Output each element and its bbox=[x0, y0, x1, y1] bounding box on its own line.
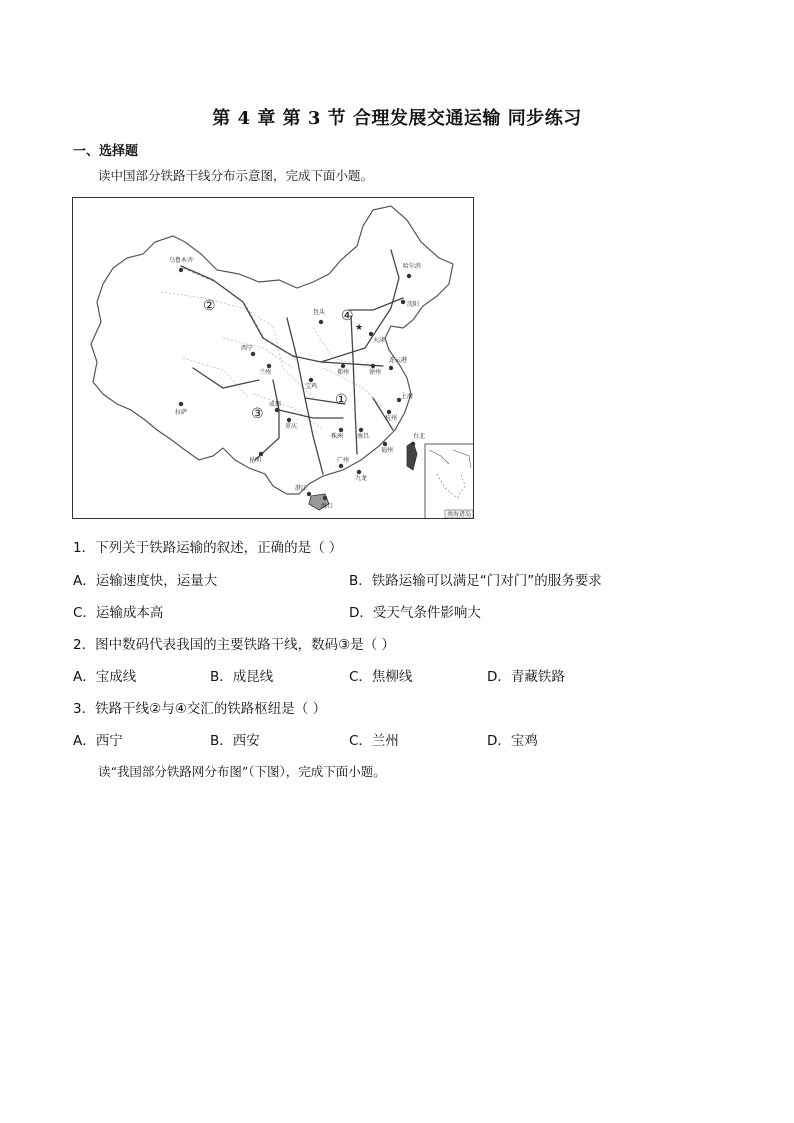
china-railway-map-svg bbox=[73, 198, 474, 519]
capital-star-icon: ★ bbox=[355, 323, 364, 333]
china-outline bbox=[91, 206, 453, 494]
question-2-option-c: C．焦柳线 bbox=[349, 669, 413, 685]
city-label: 沈阳 bbox=[407, 301, 420, 308]
city-label: 上海 bbox=[401, 393, 414, 400]
city-label: 株洲 bbox=[331, 433, 344, 440]
intro-text-1: 读中国部分铁路干线分布示意图，完成下面小题。 bbox=[98, 168, 374, 183]
city-label: 昆明 bbox=[249, 457, 262, 464]
railway-map bbox=[72, 197, 474, 519]
city-label: 哈尔滨 bbox=[403, 263, 422, 270]
question-3-option-b: B．西安 bbox=[210, 733, 260, 749]
city-label: 连云港 bbox=[389, 357, 408, 364]
question-2-option-b: B．成昆线 bbox=[210, 669, 274, 685]
city-label: 台北 bbox=[413, 433, 426, 440]
city-label: 南昌 bbox=[357, 433, 370, 440]
city-label: 宝鸡 bbox=[305, 383, 318, 390]
city-label: 天津 bbox=[373, 337, 386, 344]
intro-text-2: 读“我国部分铁路网分布图”（下图），完成下面小题。 bbox=[98, 764, 386, 779]
city-label: 包头 bbox=[313, 309, 326, 316]
question-2-option-d: D．青藏铁路 bbox=[487, 669, 565, 685]
city-label: 乌鲁木齐 bbox=[169, 257, 194, 264]
taiwan-outline bbox=[407, 442, 417, 470]
city-label: 西宁 bbox=[241, 345, 254, 352]
question-3-stem: 3．铁路干线②与④交汇的铁路枢纽是（ ） bbox=[73, 701, 327, 717]
city-label: 成都 bbox=[269, 401, 282, 408]
question-1-option-d: D．受天气条件影响大 bbox=[349, 605, 481, 621]
railway-number-1: ① bbox=[335, 392, 348, 408]
city-label: 重庆 bbox=[285, 423, 298, 430]
railway-lines bbox=[181, 250, 403, 474]
railway-number-3: ③ bbox=[251, 406, 264, 422]
question-3-option-a: A．西宁 bbox=[73, 733, 123, 749]
city-label: 海口 bbox=[321, 503, 334, 510]
city-label: 拉萨 bbox=[175, 409, 188, 416]
city-label: 兰州 bbox=[259, 369, 272, 376]
city-label: 广州 bbox=[337, 457, 350, 464]
railway-number-4: ④ bbox=[341, 308, 354, 324]
question-3-option-c: C．兰州 bbox=[349, 733, 399, 749]
question-2-stem: 2．图中数码代表我国的主要铁路干线，数码③是（ ） bbox=[73, 637, 395, 653]
question-1-stem: 1．下列关于铁路运输的叙述，正确的是（ ） bbox=[73, 540, 343, 556]
question-1-option-c: C．运输成本高 bbox=[73, 605, 164, 621]
south-china-sea-inset bbox=[425, 444, 474, 519]
section-heading: 一、选择题 bbox=[73, 144, 139, 159]
city-label: 杭州 bbox=[385, 415, 398, 422]
city-label: 郑州 bbox=[337, 369, 350, 376]
question-2-option-a: A．宝成线 bbox=[73, 669, 137, 685]
city-label: 湛江 bbox=[295, 485, 308, 492]
page-title: 第 4 章 第 3 节 合理发展交通运输 同步练习 bbox=[212, 108, 582, 129]
city-label: 福州 bbox=[381, 447, 394, 454]
question-3-option-d: D．宝鸡 bbox=[487, 733, 538, 749]
question-1-option-a: A．运输速度快，运量大 bbox=[73, 573, 218, 589]
city-label: 九龙 bbox=[355, 475, 368, 482]
railway-number-2: ② bbox=[203, 298, 216, 314]
city-label: 徐州 bbox=[369, 369, 382, 376]
railway-lines-double bbox=[183, 268, 295, 358]
inset-label: 南海诸岛 bbox=[447, 511, 472, 518]
question-1-option-b: B．铁路运输可以满足“门对门”的服务要求 bbox=[349, 573, 602, 589]
